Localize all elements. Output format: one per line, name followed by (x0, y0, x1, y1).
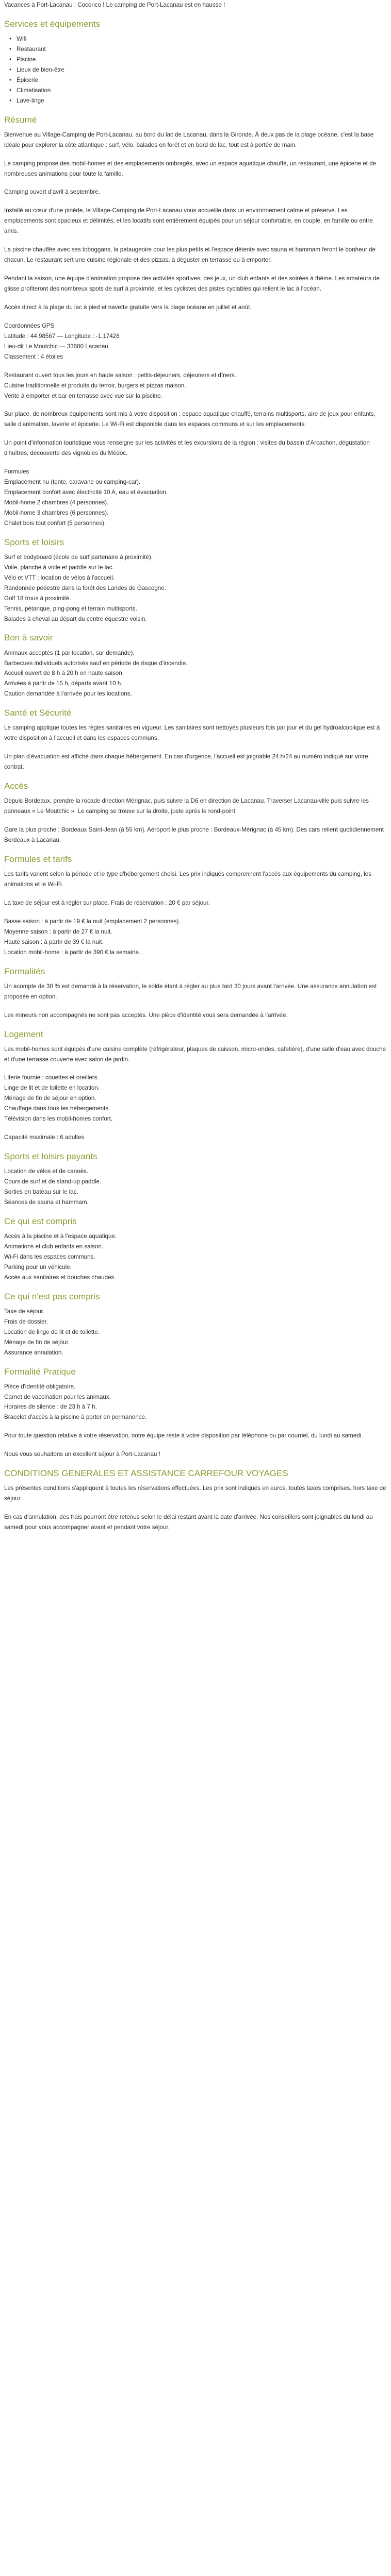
list-item: • Restaurant (17, 44, 387, 55)
health-title: Santé et Sécurité (4, 708, 72, 718)
loisirs-block: Location de vélos et de canoës. Cours de surf et de stand-up paddle. Sorties en bateau sur le lac. Séances de sauna et hammam. (4, 1168, 102, 1206)
bullet-icon: • (9, 56, 12, 63)
intro-text: Vacances à Port-Lacanau : Cocorico ! Le camping de Port-Lacanau est en hausse ! (4, 2, 225, 8)
loisirs-title: Sports et loisirs payants (4, 1151, 97, 1162)
bonavoir-title: Bon à savoir (4, 633, 53, 643)
formula-block: Formules Emplacement nu (tente, caravane ou camping-car). Emplacement confort avec électricité 10 A, eau et évacuation. Mobil-home 2 chambres (4 personnes). Mobil-home 3 chambres (6 personnes). Chalet bois tout confort (5 personnes). (4, 467, 387, 529)
list-item: • Épicerie (17, 75, 387, 86)
paragraph: Installé au cœur d'une pinède, le Village-Camping de Port-Lacanau vous accueille dans un environnement calme et préservé. Les emplacements sont spacieux et délimités, et les locatifs sont entièrement équipés pour un séjour confortable, en couple, en famille ou entre amis. (4, 207, 373, 235)
coordinates-block (4, 321, 387, 362)
menu-title: Services et équipements (4, 19, 101, 29)
list-item: • Lieux de bien-être (17, 65, 387, 75)
list-item: • Piscine (17, 55, 387, 65)
bullet-icon: • (9, 87, 12, 94)
list-item: • Wifi (17, 34, 387, 44)
bonavoir-block: Animaux acceptés (1 par location, sur demande). Barbecues individuels autorisés sauf en période de risque d'incendie. Accueil ouvert de 8 h à 20 h en haute saison. Arrivées à partir de 15 h, départs avant 10 h. Caution demandée à l'arrivée pour les locations. (4, 649, 188, 698)
list-item: • Climatisation (17, 86, 387, 96)
paragraph: La piscine chauffée avec ses toboggans, la pataugeoire pour les plus petits et l'espace détente avec sauna et hammam feront le bonheur de chacun. Le restaurant sert une cuisine régionale et des pizzas, à déguster en terrasse ou à emporter. (4, 246, 376, 264)
paragraph: Les présentes conditions s'appliquent à toutes les réservations effectuées. Les prix sont indiqués en euros, toutes taxes comprises, hors taxe de séjour. (4, 1485, 386, 1502)
access-title: Accès (4, 781, 28, 791)
paragraph: Un acompte de 30 % est demandé à la réservation, le solde étant à régler au plus tard 30 jours avant l'arrivée. Une assurance annulation est proposée en option. (4, 982, 377, 1000)
restaurant-block: Restaurant ouvert tous les jours en haute saison : petits-déjeuners, déjeuners et dîners. Cuisine traditionnelle et produits du terroir, burgers et pizzas maison. Vente à emporter et bar en terrasse avec vue sur la piscine. (4, 371, 236, 399)
capacity-text: Capacité maximale : 6 adultes (4, 1134, 85, 1141)
paragraph: En cas d'annulation, des frais pourront être retenus selon le délai restant avant la date d'arrivée. Nos conseillers sont joignables du lundi au samedi pour vous accompagner avant et pendant votre séjour. (4, 1514, 373, 1531)
not-included-title: Ce qui n'est pas compris (4, 1291, 100, 1301)
bullet-icon: • (9, 76, 12, 83)
formalite-title: Formalité Pratique (4, 1366, 76, 1377)
coords-label: Coordonnées GPS (4, 322, 55, 329)
services-list (4, 34, 387, 106)
paragraph: Bienvenue au Village-Camping de Port-Lacanau, au bord du lac de Lacanau, dans la Gironde. À deux pas de la plage océane, c'est la base idéale pour explorer la côte atlantique : surf, vélo, balades en forêt et en bord de lac, tout est à portée de main. (4, 131, 374, 148)
not-included-block: Taxe de séjour. Frais de dossier. Location de linge de lit et de toilette. Ménage de fin de séjour. Assurance annulation. (4, 1308, 100, 1356)
list-item: • Lave-linge (17, 96, 387, 106)
paragraph: Pour toute question relative à votre réservation, notre équipe reste à votre disposition par téléphone ou par courriel, du lundi au samedi. (4, 1432, 363, 1439)
logement-block: Literie fournie : couettes et oreillers. Linge de lit et de toilette en location. Ménage de fin de séjour en option. Chauffage dans tous les hébergements. Télévision dans les mobil-homes confort. (4, 1074, 113, 1123)
paragraph: Depuis Bordeaux, prendre la rocade direction Mérignac, puis suivre la D6 en direction de Lacanau. Traverser Lacanau-ville puis suivre les panneaux « Le Moutchic ». Le camping se trouve sur la droite, juste après le rond-point. (4, 798, 369, 815)
address: Lieu-dit Le Moutchic — 33680 Lacanau (4, 343, 108, 350)
paragraph: La taxe de séjour est à régler sur place. Frais de réservation : 20 € par séjour. (4, 899, 210, 906)
conditions-title: CONDITIONS GENERALES ET ASSISTANCE CARREFOUR VOYAGES (4, 1468, 288, 1479)
sports-block: Surf et bodyboard (école de surf partenaire à proximité). Voile, planche à voile et paddle sur le lac. Vélo et VTT : location de vélos à l'accueil. Randonnée pédestre dans la forêt des Landes de Gascogne. Golf 18 trous à proximité. Tennis, pétanque, ping-pong et terrain multisports. Balades à cheval au départ du centre équestre voisin. (4, 553, 166, 622)
coords-value: Latitude : 44.98567 — Longitude : -1.17428 (4, 332, 120, 340)
paragraph: Sur place, de nombreux équipements sont mis à votre disposition : espace aquatique chauffé, terrains multisports, aire de jeux pour enfants, salle d'animation, laverie et épicerie. Le Wi-Fi est disponible dans les espaces communs et sur les emplacements. (4, 411, 376, 428)
paragraph: Un point d'information touristique vous renseigne sur les activités et les excursions de la région : visites du bassin d'Arcachon, dégustation d'huîtres, découverte des vignobles du Médoc. (4, 439, 370, 457)
paragraph: Accès direct à la plage du lac à pied et navette gratuite vers la plage océane en juillet et août. (4, 303, 252, 311)
tarifs-block: Basse saison : à partir de 19 € la nuit (emplacement 2 personnes). Moyenne saison : à partir de 27 € la nuit. Haute saison : à partir de 39 € la nuit. Location mobil-home : à partir de 390 € la semaine. (4, 918, 181, 956)
resume-title: Résumé (4, 114, 37, 125)
formula-title: Formules (4, 468, 29, 476)
paragraph: Les mineurs non accompagnés ne sont pas acceptés. Une pièce d'identité vous sera demandée à l'arrivée. (4, 1011, 288, 1019)
bullet-icon: • (9, 66, 12, 73)
included-title: Ce qui est compris (4, 1216, 77, 1226)
paragraph: Les tarifs varient selon la période et le type d'hébergement choisi. Les prix indiqués comprennent l'accès aux équipements du camping, les animations et le Wi-Fi. (4, 871, 372, 888)
logement-title: Logement (4, 1029, 43, 1039)
paragraph: Le camping applique toutes les règles sanitaires en vigueur. Les sanitaires sont nettoyés plusieurs fois par jour et du gel hydroalcoolique est à votre disposition à l'accueil et dans les espaces communs. (4, 724, 380, 742)
bullet-icon: • (9, 36, 12, 43)
bullet-icon: • (9, 45, 12, 53)
formalite-block: Pièce d'identité obligatoire. Carnet de vaccination pour les animaux. Horaires de silence : de 23 h à 7 h. Bracelet d'accès à la piscine à porter en permanence. (4, 1383, 147, 1421)
paragraph: Camping ouvert d'avril à septembre. (4, 189, 100, 196)
paragraph: Nous vous souhaitons un excellent séjour à Port-Lacanau ! (4, 1451, 160, 1458)
paragraph: Gare la plus proche : Bordeaux Saint-Jean (à 55 km). Aéroport le plus proche : Bordeaux-Mérignac (à 45 km). Des cars relient quotidiennement Bordeaux à Lacanau. (4, 826, 384, 843)
paragraph: Les mobil-homes sont équipés d'une cuisine complète (réfrigérateur, plaques de cuisson, micro-ondes, cafetière), d'une salle d'eau avec douche et d'une terrasse couverte avec salon de jardin. (4, 1045, 386, 1063)
tarifs-title: Formules et tarifs (4, 854, 72, 864)
sports-title: Sports et loisirs (4, 537, 64, 547)
stars-rating: Classement : 4 étoiles (4, 353, 63, 360)
bullet-icon: • (9, 97, 12, 104)
paragraph: Un plan d'évacuation est affiché dans chaque hébergement. En cas d'urgence, l'accueil est joignable 24 h/24 au numéro indiqué sur votre contrat. (4, 753, 368, 771)
included-block: Accès à la piscine et à l'espace aquatique. Animations et club enfants en saison. Wi-Fi dans les espaces communs. Parking pour un véhicule. Accès aux sanitaires et douches chaudes. (4, 1233, 117, 1281)
paragraph: Pendant la saison, une équipe d'animation propose des activités sportives, des jeux, un club enfants et des soirées à thème. Les amateurs de glisse profiteront des nombreux spots de surf à proximité, et les cyclistes des pistes cyclables qui relient le lac à l'océan. (4, 275, 380, 292)
paragraph: Le camping propose des mobil-homes et des emplacements ombragés, avec un espace aquatique chauffé, un restaurant, une épicerie et de nombreuses animations pour toute la famille. (4, 160, 376, 177)
formalites-title: Formalités (4, 966, 45, 976)
